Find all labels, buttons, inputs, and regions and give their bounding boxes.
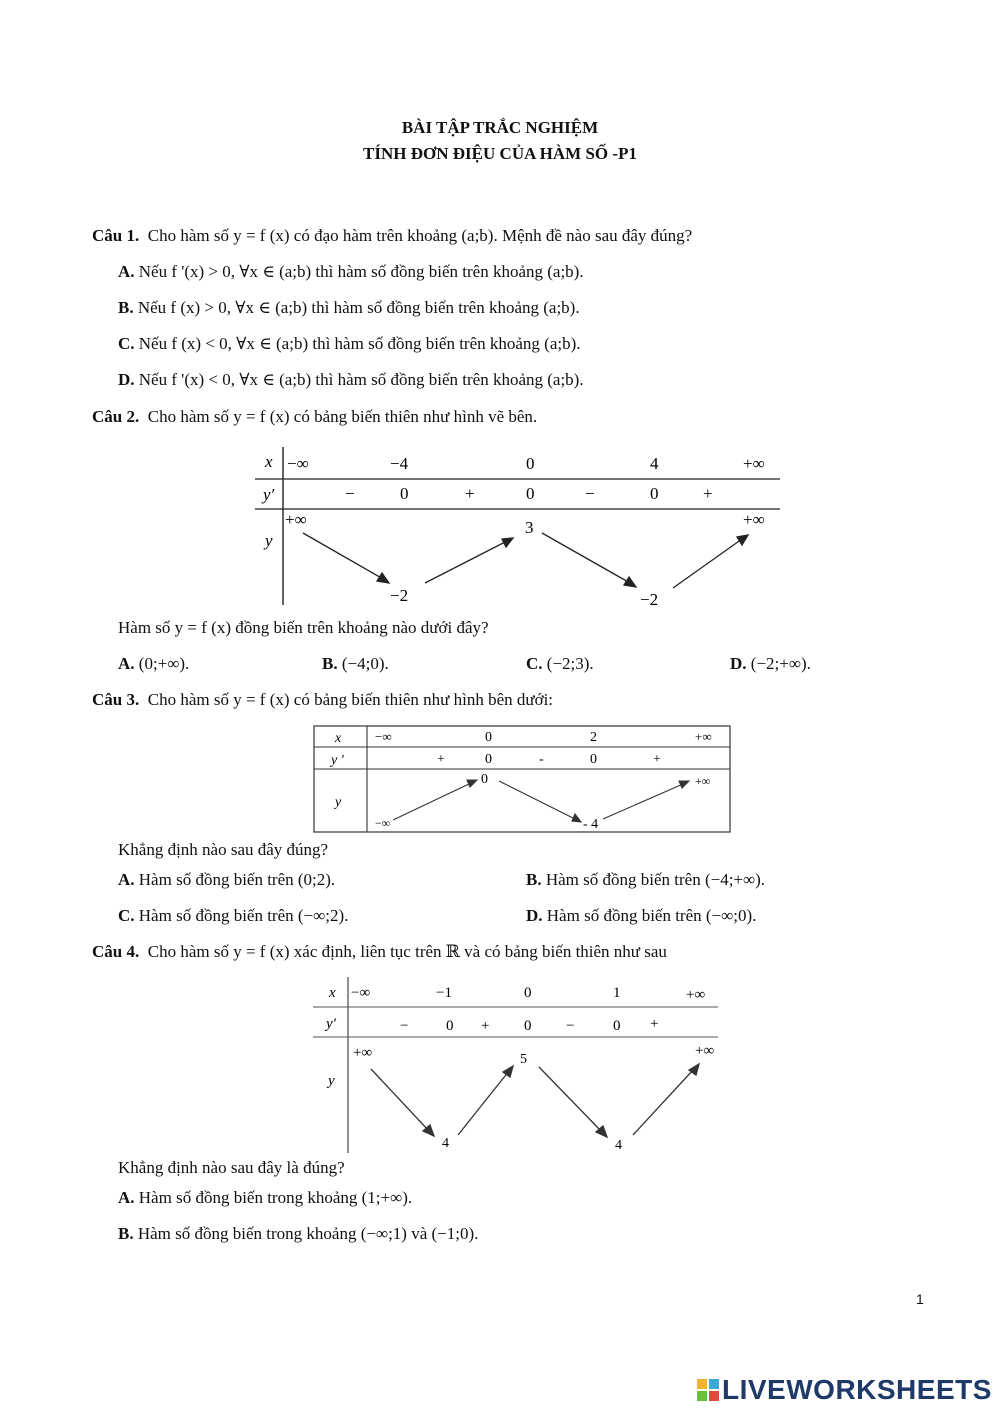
question-3-text: Cho hàm số y = f (x) có bảng biến thiên như hình bên dưới: xyxy=(147,690,554,709)
q3-option-b[interactable] xyxy=(526,870,765,890)
option-label: C. xyxy=(118,906,135,925)
question-2 xyxy=(92,407,537,427)
x-value: −∞ xyxy=(375,729,392,744)
question-4-text: Cho hàm số y = f (x) xác định, liên tục trên ℝ và có bảng biến thiên như sau xyxy=(147,942,667,961)
option-text: Nếu f '(x) < 0, ∀x ∈ (a;b) thì hàm số đồng biến trên khoảng (a;b). xyxy=(138,370,584,389)
option-text: (−2;3). xyxy=(546,654,594,673)
q4-option-a[interactable] xyxy=(118,1188,412,1208)
y-value: 5 xyxy=(520,1052,527,1067)
x-value: −4 xyxy=(390,454,409,473)
option-label: D. xyxy=(730,654,747,673)
y-value: +∞ xyxy=(285,510,307,529)
watermark xyxy=(697,1374,992,1406)
q1-option-a[interactable] xyxy=(118,262,584,282)
x-value: −∞ xyxy=(287,454,309,473)
sign: − xyxy=(566,1018,575,1034)
q2-option-d[interactable] xyxy=(730,654,811,674)
option-text: (0;+∞). xyxy=(138,654,190,673)
x-value: 0 xyxy=(524,985,532,1001)
question-1 xyxy=(92,226,692,246)
sign: + xyxy=(465,484,475,503)
option-text: (−2;+∞). xyxy=(750,654,811,673)
q2-option-a[interactable] xyxy=(118,654,189,674)
arrow-head xyxy=(737,535,748,545)
q2-variation-table xyxy=(255,445,785,610)
question-1-label: Câu 1. xyxy=(92,226,140,245)
row-label-x: x xyxy=(335,731,342,746)
row-label-yp: y ' xyxy=(331,753,344,768)
y-value: 4 xyxy=(615,1138,622,1153)
liveworksheets-logo-icon xyxy=(697,1379,719,1401)
option-text: (−4;0). xyxy=(341,654,389,673)
increase-arrow xyxy=(633,1069,694,1135)
arrow-head xyxy=(572,814,581,822)
arrow-head xyxy=(377,573,389,583)
option-text: Nếu f (x) > 0, ∀x ∈ (a;b) thì hàm số đồng biến trên khoảng (a;b). xyxy=(137,298,580,317)
option-label: A. xyxy=(118,870,135,889)
sign: 0 xyxy=(524,1018,532,1034)
x-value: −1 xyxy=(436,985,452,1001)
x-value: 2 xyxy=(590,730,597,745)
arrow-head xyxy=(679,781,689,788)
x-value: +∞ xyxy=(743,454,765,473)
sign: + xyxy=(653,752,661,767)
decrease-arrow xyxy=(303,533,383,579)
sign: 0 xyxy=(485,752,492,767)
sign: - xyxy=(539,752,544,767)
q3-option-d[interactable] xyxy=(526,906,756,926)
q1-option-b[interactable] xyxy=(118,298,580,318)
x-value: +∞ xyxy=(686,987,706,1003)
row-label-y: y xyxy=(335,795,342,810)
option-label: A. xyxy=(118,1188,135,1207)
row-label-y: y xyxy=(265,531,273,550)
question-4 xyxy=(92,942,667,962)
y-value: −2 xyxy=(640,590,659,609)
q2-prompt: Hàm số y = f (x) đồng biến trên khoảng nào dưới đây? xyxy=(118,618,489,637)
arrow-head xyxy=(502,538,513,547)
option-label: C. xyxy=(526,654,543,673)
q3-option-a[interactable] xyxy=(118,870,335,890)
row-label-y: y xyxy=(328,1073,335,1089)
option-label: B. xyxy=(118,1224,134,1243)
sign: − xyxy=(400,1018,409,1034)
option-text: Hàm số đồng biến trên (−∞;2). xyxy=(138,906,349,925)
increase-arrow xyxy=(458,1071,509,1135)
option-label: D. xyxy=(118,370,135,389)
y-value: 4 xyxy=(442,1136,449,1151)
sign: + xyxy=(481,1018,490,1034)
option-label: A. xyxy=(118,654,135,673)
sign: 0 xyxy=(400,484,409,503)
option-label: B. xyxy=(118,298,134,317)
y-value: −∞ xyxy=(375,816,391,830)
sign: 0 xyxy=(650,484,659,503)
option-text: Hàm số đồng biến trên (−∞;0). xyxy=(546,906,757,925)
q2-option-b[interactable] xyxy=(322,654,389,674)
question-4-label: Câu 4. xyxy=(92,942,140,961)
row-label-yp: y′ xyxy=(263,485,275,504)
x-value: 1 xyxy=(613,985,621,1001)
y-value: +∞ xyxy=(695,1043,715,1059)
option-text: Hàm số đồng biến trên (0;2). xyxy=(138,870,336,889)
page-number: 1 xyxy=(916,1291,924,1307)
option-text: Hàm số đồng biến trong khoảng (1;+∞). xyxy=(138,1188,413,1207)
option-label: C. xyxy=(118,334,135,353)
sign: 0 xyxy=(613,1018,621,1034)
sign: + xyxy=(703,484,713,503)
y-value: - 4 xyxy=(583,817,599,832)
question-3 xyxy=(92,690,553,710)
q3-prompt: Khẳng định nào sau đây đúng? xyxy=(118,840,329,859)
option-label: B. xyxy=(322,654,338,673)
y-value: 3 xyxy=(525,518,534,537)
q3-option-c[interactable] xyxy=(118,906,348,926)
option-label: D. xyxy=(526,906,543,925)
sign: + xyxy=(437,752,445,767)
y-value: +∞ xyxy=(353,1045,373,1061)
x-value: 4 xyxy=(650,454,659,473)
page-title: BÀI TẬP TRẮC NGHIỆM xyxy=(401,118,599,137)
arrow-head xyxy=(624,577,636,587)
y-value: +∞ xyxy=(695,774,711,788)
sign: + xyxy=(650,1016,659,1032)
row-label-x: x xyxy=(329,985,336,1001)
option-label: A. xyxy=(118,262,135,281)
q3-variation-table xyxy=(313,725,733,835)
arrow-head xyxy=(503,1066,513,1077)
q1-option-c[interactable] xyxy=(118,334,581,354)
increase-arrow xyxy=(425,541,507,583)
option-text: Nếu f '(x) > 0, ∀x ∈ (a;b) thì hàm số đồng biến trên khoảng (a;b). xyxy=(138,262,584,281)
question-3-label: Câu 3. xyxy=(92,690,140,709)
question-1-text: Cho hàm số y = f (x) có đạo hàm trên khoảng (a;b). Mệnh đề nào sau đây đúng? xyxy=(147,226,693,245)
x-value: −∞ xyxy=(351,985,371,1001)
question-2-label: Câu 2. xyxy=(92,407,140,426)
x-value: +∞ xyxy=(695,729,712,744)
y-value: −2 xyxy=(390,586,409,605)
sign: − xyxy=(345,484,355,503)
row-label-yp: y′ xyxy=(326,1016,336,1032)
arrow-head xyxy=(467,780,477,787)
x-value: 0 xyxy=(485,730,492,745)
increase-arrow xyxy=(603,784,683,819)
option-text: Nếu f (x) < 0, ∀x ∈ (a;b) thì hàm số đồng biến trên khoảng (a;b). xyxy=(138,334,581,353)
y-value: 0 xyxy=(481,772,488,787)
decrease-arrow xyxy=(371,1069,429,1131)
option-text: Hàm số đồng biến trong khoảng (−∞;1) và (−1;0). xyxy=(137,1224,479,1243)
sign: 0 xyxy=(446,1018,454,1034)
decrease-arrow xyxy=(499,781,575,819)
q2-option-c[interactable] xyxy=(526,654,594,674)
option-label: B. xyxy=(526,870,542,889)
watermark-text: LIVEWORKSHEETS xyxy=(722,1374,992,1405)
y-value: +∞ xyxy=(743,510,765,529)
sign: 0 xyxy=(590,752,597,767)
decrease-arrow xyxy=(542,533,630,583)
x-value: 0 xyxy=(526,454,535,473)
q1-option-d[interactable] xyxy=(118,370,584,390)
q4-variation-table xyxy=(313,975,723,1155)
row-label-x: x xyxy=(265,452,273,471)
question-2-text: Cho hàm số y = f (x) có bảng biến thiên như hình vẽ bên. xyxy=(147,407,538,426)
q4-option-b[interactable] xyxy=(118,1224,478,1244)
option-text: Hàm số đồng biến trên (−4;+∞). xyxy=(545,870,766,889)
increase-arrow xyxy=(393,783,471,820)
decrease-arrow xyxy=(539,1067,602,1132)
page-subtitle: TÍNH ĐƠN ĐIỆU CỦA HÀM SỐ -P1 xyxy=(363,144,637,163)
q4-prompt: Khẳng định nào sau đây là đúng? xyxy=(118,1158,345,1177)
sign: 0 xyxy=(526,484,535,503)
increase-arrow xyxy=(673,539,742,588)
sign: − xyxy=(585,484,595,503)
